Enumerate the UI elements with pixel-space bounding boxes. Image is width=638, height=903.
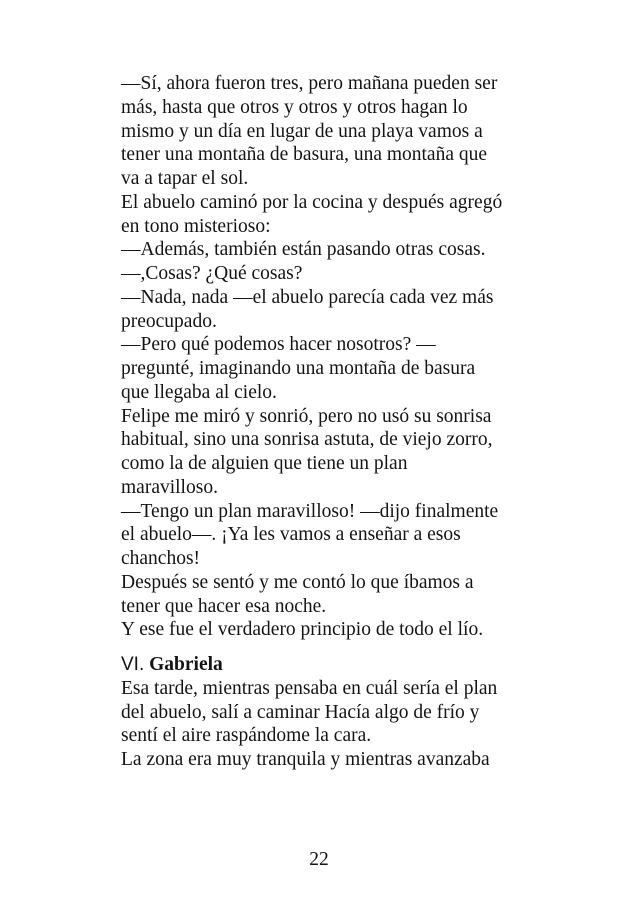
text-line: La zona era muy tranquila y mientras avanzaba <box>121 749 490 770</box>
text-line: —Nada, nada —el abuelo parecía cada vez más <box>121 286 494 308</box>
chapter-title: Gabriela <box>149 654 223 675</box>
text-line: tener una montaña de basura, una montaña que <box>121 144 488 166</box>
text-line: —Además, también están pasando otras cosas. <box>121 239 486 261</box>
text-line: —Tengo un plan maravilloso! —dijo finalmente <box>121 500 499 522</box>
text-line: chanchos! <box>121 548 201 569</box>
text-line: tener que hacer esa noche. <box>121 595 327 617</box>
text-line: como la de alguien que tiene un plan <box>121 453 408 474</box>
text-line: —,Cosas? ¿Qué cosas? <box>121 263 303 284</box>
chapter-heading <box>121 653 561 677</box>
text-line: —Sí, ahora fueron tres, pero mañana pueden ser <box>121 73 498 94</box>
text-line: maravilloso. <box>121 476 218 498</box>
text-line: más, hasta que otros y otros y otros hagan lo <box>121 96 468 118</box>
text-line: que llegaba al cielo. <box>121 381 277 403</box>
text-line: Después se sentó y me contó lo que íbamos a <box>121 571 474 593</box>
text-part-2 <box>121 677 561 772</box>
text-line: pregunté, imaginando una montaña de basura <box>121 358 476 379</box>
body-text <box>121 72 561 772</box>
text-line: habitual, sino una sonrisa astuta, de viejo zorro, <box>121 429 493 451</box>
text-line: sentí el aire raspándome la cara. <box>121 725 372 747</box>
text-line: Felipe me miró y sonrió, pero no usó su sonrisa <box>121 405 492 427</box>
text-line: en tono misterioso: <box>121 215 271 237</box>
text-line: Y ese fue el verdadero principio de todo el lío. <box>121 619 484 641</box>
text-line: Esa tarde, mientras pensaba en cuál sería el plan <box>121 677 498 699</box>
text-line: El abuelo caminó por la cocina y después agregó <box>121 191 503 213</box>
text-line: preocupado. <box>121 310 217 332</box>
text-line: el abuelo—. ¡Ya les vamos a enseñar a esos <box>121 524 461 546</box>
text-line: va a tapar el sol. <box>121 168 249 189</box>
text-line: del abuelo, salí a caminar Hacía algo de frío y <box>121 701 480 723</box>
text-part-1 <box>121 72 561 642</box>
text-line: —Pero qué podemos hacer nosotros? — <box>121 334 436 356</box>
chapter-numeral: VI. <box>121 654 145 675</box>
page-number: 22 <box>309 849 329 870</box>
text-line: mismo y un día en lugar de una playa vamos a <box>121 120 483 142</box>
